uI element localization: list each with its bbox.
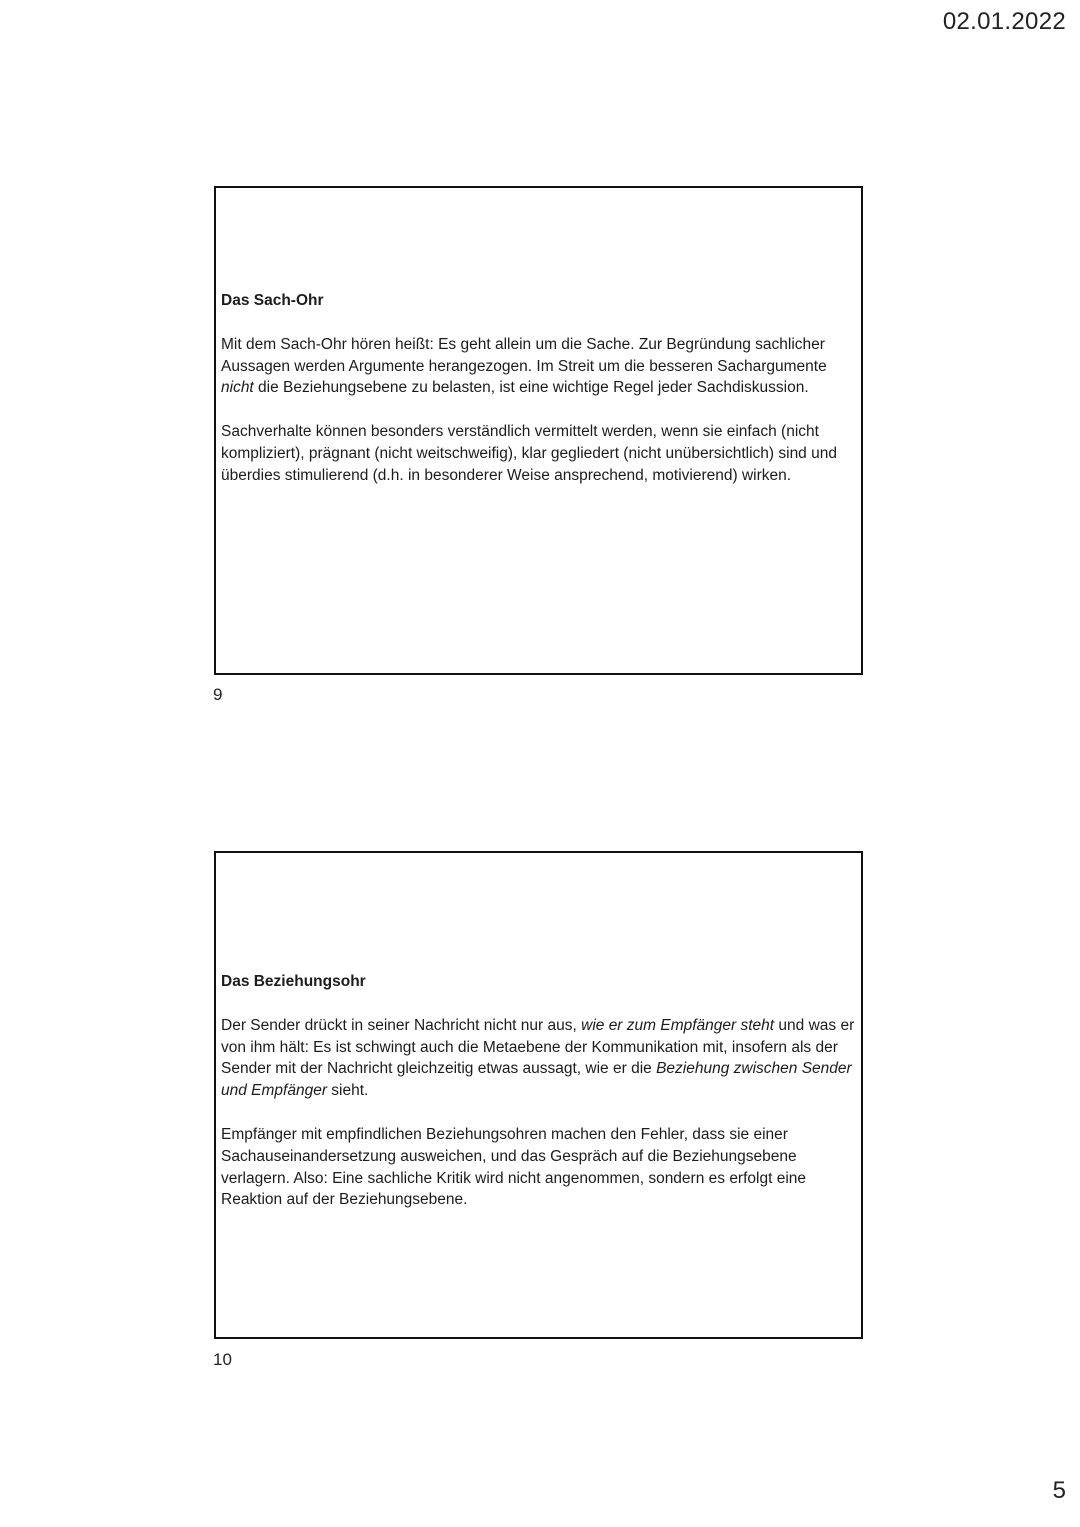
slide-paragraph: [221, 1015, 855, 1102]
text-run: Empfänger mit empfindlichen Beziehungsohren machen den Fehler, dass sie einer Sachauseinandersetzung ausweichen, und das Gespräch auf die Beziehungsebene verlagern. Also: Eine sachliche Kritik wird nicht angenommen, sondern es erfolgt eine Reaktion auf der Beziehungsebene.: [221, 1125, 807, 1209]
text-run: Mit dem Sach-Ohr hören heißt: Es geht allein um die Sache. Zur Begründung sachlicher Aussagen werden Argumente herangezogen. Im Streit um die besseren Sachargumente: [221, 335, 827, 375]
slide-paragraph: [221, 421, 855, 486]
italic-text-run: wie er zum Empfänger steht: [581, 1016, 775, 1034]
page-number: 5: [1052, 1477, 1066, 1504]
text-run: sieht.: [327, 1082, 369, 1100]
slide-number: 10: [213, 1350, 232, 1369]
text-run: die Beziehungsebene zu belasten, ist eine wichtige Regel jeder Sachdiskussion.: [253, 379, 809, 397]
italic-text-run: Beziehung zwischen Sender und Empfänger: [221, 1060, 852, 1100]
text-run: Sachverhalte können besonders verständlich vermittelt werden, wenn sie einfach (nicht kompliziert), prägnant (nicht weitschweifig), klar gegliedert (nicht unübersichtlich) sind und überdies stimulierend (d.h. in besonderer Weise ansprechend, motivierend) wirken.: [221, 423, 837, 484]
slide-paragraph: [221, 1124, 855, 1211]
text-run: Der Sender drückt in seiner Nachricht nicht nur aus,: [221, 1016, 582, 1034]
slide-number: 9: [213, 685, 223, 704]
text-run: und was er von ihm hält: Es ist schwingt auch die Metaebene der Kommunikation mit, insofern als der Sender mit der Nachricht gleichzeitig etwas aussagt, wie er die: [221, 1016, 855, 1078]
slide-heading: Das Sach-Ohr: [221, 292, 324, 309]
slide-10: [214, 851, 863, 1339]
slide-content: [221, 971, 855, 1233]
slide-content: [221, 290, 855, 509]
header-date: 02.01.2022: [942, 8, 1066, 35]
slide-paragraph: [221, 334, 855, 399]
slide-heading: Das Beziehungsohr: [221, 973, 366, 990]
slide-9: [214, 186, 863, 675]
italic-text-run: nicht: [221, 379, 254, 397]
